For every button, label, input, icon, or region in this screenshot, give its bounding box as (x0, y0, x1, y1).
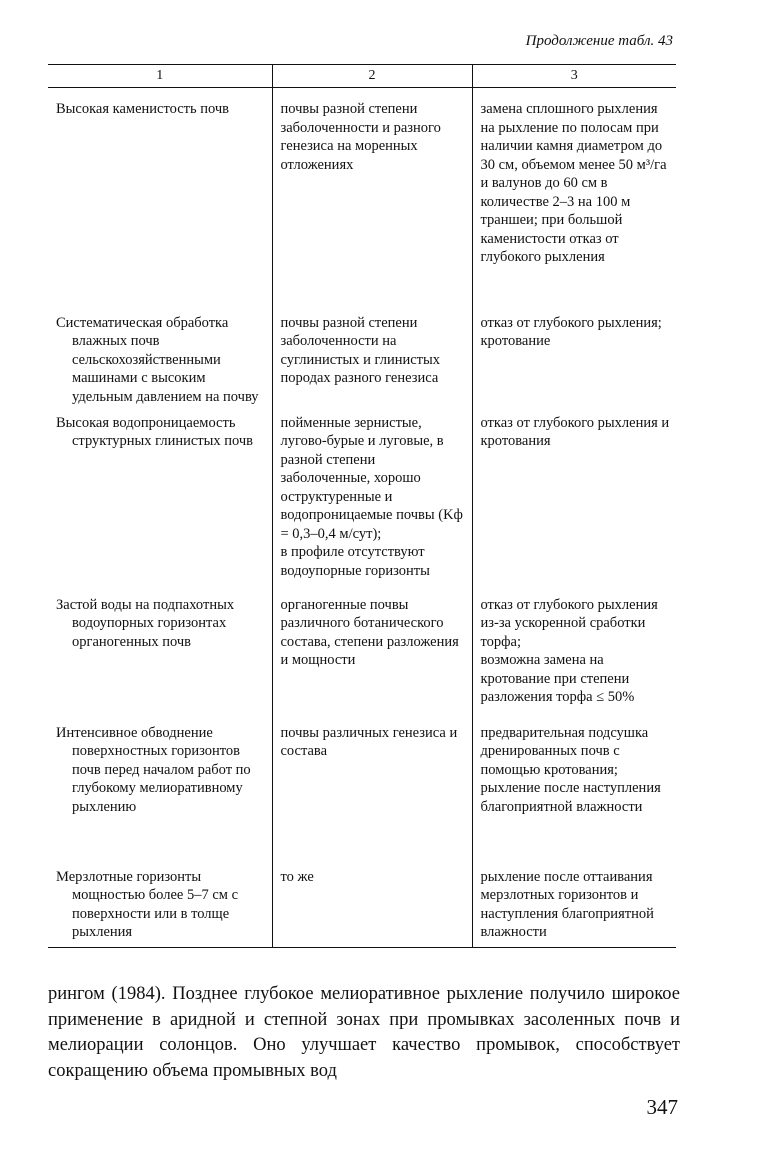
table-row (48, 414, 676, 596)
table-cell-factor: Высокая водопроницаемость структурных глинистых почв (56, 414, 254, 449)
table-cell-measures: рыхление после оттаивания мерзлотных горизонтов и наступления благоприятной влажности (472, 868, 676, 948)
table-cell-soils: почвы различных генезиса и состава (272, 724, 472, 868)
table-cell-factor: Застой воды на подпахотных водоупорных горизонтах органогенных почв (56, 596, 235, 650)
table-cell-measures: отказ от глубокого рыхления и кротования (472, 414, 676, 596)
table-cell-measures: замена сплошного рыхления на рыхление по полосам при наличии камня диаметром до 30 см, объемом менее 50 м³/га и валунов до 60 см в количестве 2–3 на 100 м траншеи; при большой каменистости отказ от глубокого рыхления (472, 88, 676, 314)
page-number: 347 (646, 1095, 678, 1119)
table-header-row (48, 65, 676, 88)
table-cell-soils: пойменные зернистые, лугово-бурые и луговые, в разной степени заболоченные, хорошо оструктуренные и водопроницаемые почвы (Kф = 0,3–0,4 м/сут); в профиле отсутствуют водоупорные горизонты (272, 414, 472, 596)
table-cell-factor: Систематическая обработка влажных почв сельскохозяйственными машинами с высоким удельным давлением на почву (56, 314, 259, 405)
table-cell-measures: предварительная подсушка дренированных почв с помощью кротования; рыхление после наступления благоприятной влажности (472, 724, 676, 868)
table-row (48, 724, 676, 868)
table-cell-soils: органогенные почвы различного ботанического состава, степени разложения и мощности (272, 596, 472, 724)
table-row (48, 868, 676, 948)
table-cell-soils: почвы разной степени заболоченности на суглинистых и глинистых породах разного генезиса (272, 314, 472, 414)
column-header-1: 1 (48, 65, 272, 88)
table-cell-measures: отказ от глубокого рыхления из-за ускоренной сработки торфа; возможна замена на кротование при степени разложения торфа ≤ 50% (472, 596, 676, 724)
column-header-2: 2 (272, 65, 472, 88)
table-row (48, 88, 676, 314)
table-cell-factor: Мерзлотные горизонты мощностью более 5–7 см с поверхности или в толще рыхления (48, 868, 272, 948)
table-cell-soils: почвы разной степени заболоченности и разного генезиса на моренных отложениях (272, 88, 472, 314)
table-cell-factor: Интенсивное обводнение поверхностных горизонтов почв перед началом работ по глубокому мелиоративному рыхлению (56, 724, 251, 815)
table-cell-soils: то же (272, 868, 472, 948)
table-caption: Продолжение табл. 43 (525, 33, 673, 49)
table-cell-factor: Высокая каменистость почв (56, 101, 230, 117)
table-row (48, 314, 676, 414)
body-paragraph: рингом (1984). Позднее глубокое мелиоративное рыхление получило широкое применение в аридной и степной зонах при промывках засоленных почв и мелиорации солонцов. Оно улучшает качество промывок, способствует сокращению объема промывных вод (48, 984, 680, 1081)
table-cell-measures: отказ от глубокого рыхления; кротование (472, 314, 676, 414)
column-header-3: 3 (472, 65, 676, 88)
data-table (48, 64, 676, 948)
table-row (48, 596, 676, 724)
